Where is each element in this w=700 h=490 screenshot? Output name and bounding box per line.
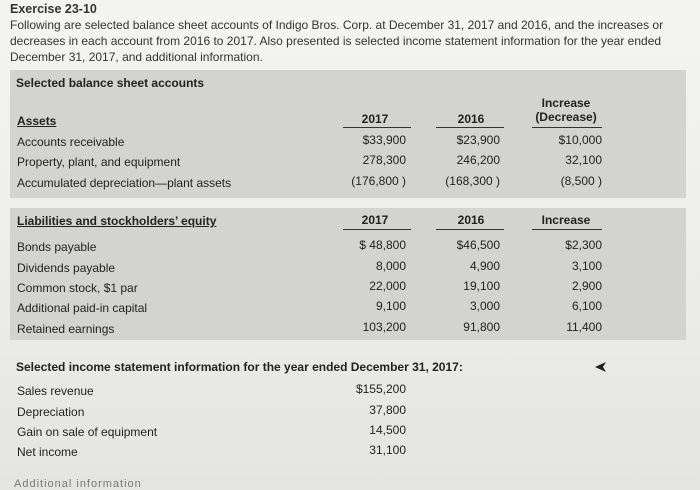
asset-row-2017: (176,800 ) xyxy=(351,174,406,188)
asset-row-2016: $23,900 xyxy=(456,133,500,147)
liab-row-change: $2,300 xyxy=(565,238,602,252)
liab-row-2017: 8,000 xyxy=(375,259,406,273)
liab-row-label: Common stock, $1 par xyxy=(17,281,138,295)
assets-col-2017: 2017 xyxy=(361,112,389,126)
income-row-label: Gain on sale of equipment xyxy=(17,425,158,439)
exercise-intro: Following are selected balance sheet accounts of Indigo Bros. Corp. at December 31, 2017 and 2016, and the increases or decreases in each account from 2016 to 2017. Also presented is selected income statement information for the year ended December 31, 2017, and additional information. xyxy=(10,18,664,64)
asset-row-change: $10,000 xyxy=(558,133,602,147)
liab-row-label: Dividends payable xyxy=(17,261,116,275)
liab-col-2016: 2016 xyxy=(457,213,485,227)
liab-row-label: Bonds payable xyxy=(17,240,97,254)
liab-row-2016: 91,800 xyxy=(463,320,500,334)
liab-row-2017: 22,000 xyxy=(369,279,406,293)
asset-row-label: Property, plant, and equipment xyxy=(17,155,181,169)
liab-row-change: 2,900 xyxy=(571,279,602,293)
divider xyxy=(532,127,602,128)
assets-col-2016: 2016 xyxy=(457,112,485,126)
exercise-title: Exercise 23-10 xyxy=(10,2,97,16)
liab-row-2017: $ 48,800 xyxy=(359,238,406,252)
asset-row-change: 32,100 xyxy=(565,153,602,167)
income-row-label: Net income xyxy=(17,445,78,459)
liab-row-label: Retained earnings xyxy=(17,322,115,336)
divider xyxy=(436,127,504,128)
divider xyxy=(343,229,411,230)
divider xyxy=(532,229,602,230)
liab-row-2017: 9,100 xyxy=(375,299,406,313)
liab-row-change: 3,100 xyxy=(571,259,602,273)
asset-row-2017: $33,900 xyxy=(362,133,406,147)
liab-row-2016: $46,500 xyxy=(456,238,500,252)
mouse-cursor-icon xyxy=(594,361,608,373)
additional-information-heading: Additional information xyxy=(14,478,142,490)
asset-row-2017: 278,300 xyxy=(362,153,406,167)
liab-row-2017: 103,200 xyxy=(362,320,406,334)
income-row-value: 37,800 xyxy=(369,403,406,417)
divider xyxy=(343,127,411,128)
asset-row-label: Accounts receivable xyxy=(17,135,125,149)
liab-row-change: 11,400 xyxy=(566,320,602,334)
income-row-value: 14,500 xyxy=(369,423,406,437)
liab-col-change: Increase xyxy=(541,213,591,227)
liab-col-2017: 2017 xyxy=(361,213,389,227)
liab-row-label: Additional paid-in capital xyxy=(17,301,148,315)
liab-row-2016: 19,100 xyxy=(463,279,500,293)
income-row-value: $155,200 xyxy=(355,382,406,396)
asset-row-change: (8,500 ) xyxy=(560,174,602,188)
income-statement-title: Selected income statement information for the year ended December 31, 2017: xyxy=(16,360,463,374)
divider xyxy=(436,229,504,230)
assets-header: Assets xyxy=(17,114,57,128)
asset-row-2016: 246,200 xyxy=(456,153,500,167)
income-row-value: 31,100 xyxy=(369,443,406,457)
assets-col-change-line1: Increase xyxy=(541,96,591,110)
asset-row-label: Accumulated depreciation—plant assets xyxy=(17,176,232,190)
income-row-label: Sales revenue xyxy=(17,384,94,398)
income-row-label: Depreciation xyxy=(17,405,85,419)
liab-row-change: 6,100 xyxy=(571,299,602,313)
assets-col-change-line2: (Decrease) xyxy=(535,110,597,124)
balance-sheet-title: Selected balance sheet accounts xyxy=(16,76,205,90)
liabilities-header: Liabilities and stockholders’ equity xyxy=(17,214,217,228)
liab-row-2016: 4,900 xyxy=(469,259,500,273)
asset-row-2016: (168,300 ) xyxy=(445,174,500,188)
liab-row-2016: 3,000 xyxy=(469,299,500,313)
